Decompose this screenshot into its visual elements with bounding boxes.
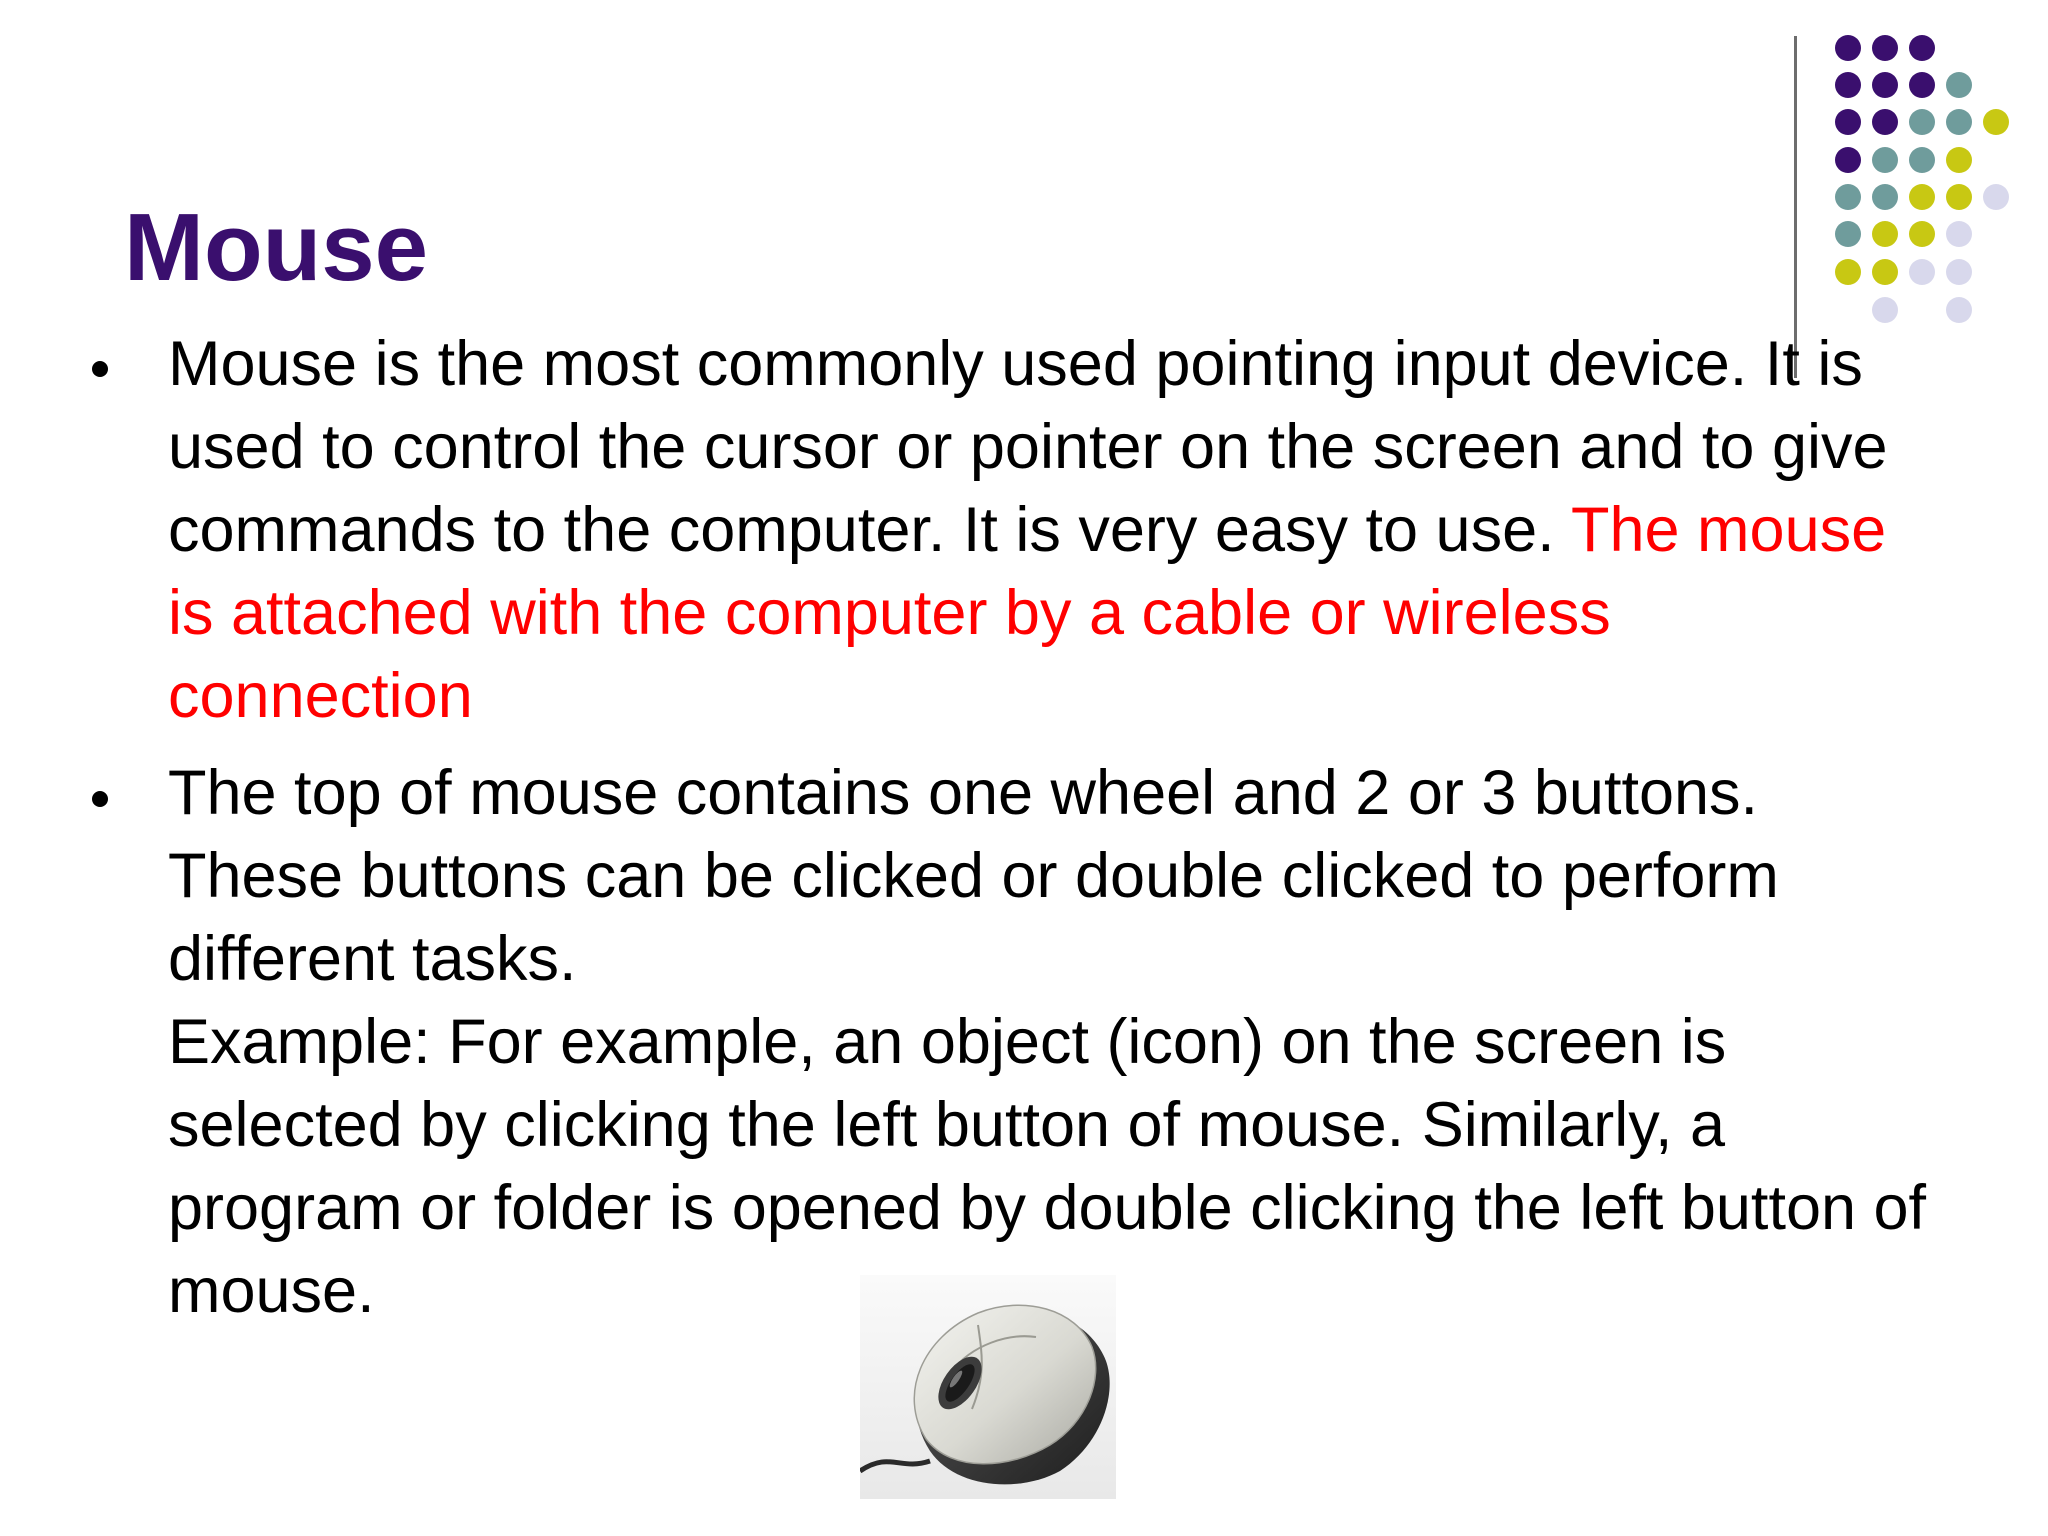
- example-text: Example: For example, an object (icon) on the screen is selected by clicking the left button of mouse. Similarly, a program or folder is opened by double clicking the left button of mouse.: [168, 1007, 1927, 1326]
- decor-dot: [1946, 221, 1972, 247]
- decor-dot: [1872, 35, 1898, 61]
- decor-dot: [1872, 259, 1898, 285]
- decor-dot: [1835, 259, 1861, 285]
- bullet-item: [168, 323, 1928, 738]
- decor-dot: [1835, 147, 1861, 173]
- decor-dot: [1946, 109, 1972, 135]
- decor-dot: [1872, 72, 1898, 98]
- decor-dot: [1983, 109, 2009, 135]
- decor-dot: [1835, 35, 1861, 61]
- decor-dot: [1909, 109, 1935, 135]
- decor-dot: [1835, 184, 1861, 210]
- decor-dot: [1872, 297, 1898, 323]
- decor-dot: [1835, 221, 1861, 247]
- decor-dot: [1909, 259, 1935, 285]
- bullet-marker: [92, 361, 108, 377]
- bullet-item: [168, 752, 1928, 1333]
- decor-dot: [1835, 72, 1861, 98]
- decor-dot: [1835, 109, 1861, 135]
- decor-dot: [1909, 221, 1935, 247]
- decor-dot: [1946, 297, 1972, 323]
- decor-dot: [1872, 109, 1898, 135]
- bullet-text: Mouse is the most commonly used pointing input device. It is used to control the cursor or pointer on the screen and to give commands to the computer. It is very easy to use.: [168, 329, 1888, 565]
- decor-dot: [1872, 184, 1898, 210]
- computer-mouse-icon: [860, 1275, 1116, 1499]
- decor-dot: [1983, 184, 2009, 210]
- decor-dot: [1909, 184, 1935, 210]
- decor-dot: [1946, 184, 1972, 210]
- highlighted-text: The mouse is attached with the computer by a cable or wireless connection: [168, 495, 1887, 731]
- decor-dot: [1909, 147, 1935, 173]
- bullet-text: The top of mouse contains one wheel and 2 or 3 buttons. These buttons can be clicked or double clicked to perform different tasks.: [168, 758, 1779, 994]
- decor-dot: [1946, 259, 1972, 285]
- decor-dot: [1946, 72, 1972, 98]
- slide-title: Mouse: [124, 194, 429, 301]
- bullet-marker: [92, 791, 108, 807]
- decor-dot: [1909, 72, 1935, 98]
- decor-dot: [1872, 147, 1898, 173]
- decor-dot: [1946, 147, 1972, 173]
- decor-dot: [1872, 221, 1898, 247]
- decor-dot: [1909, 35, 1935, 61]
